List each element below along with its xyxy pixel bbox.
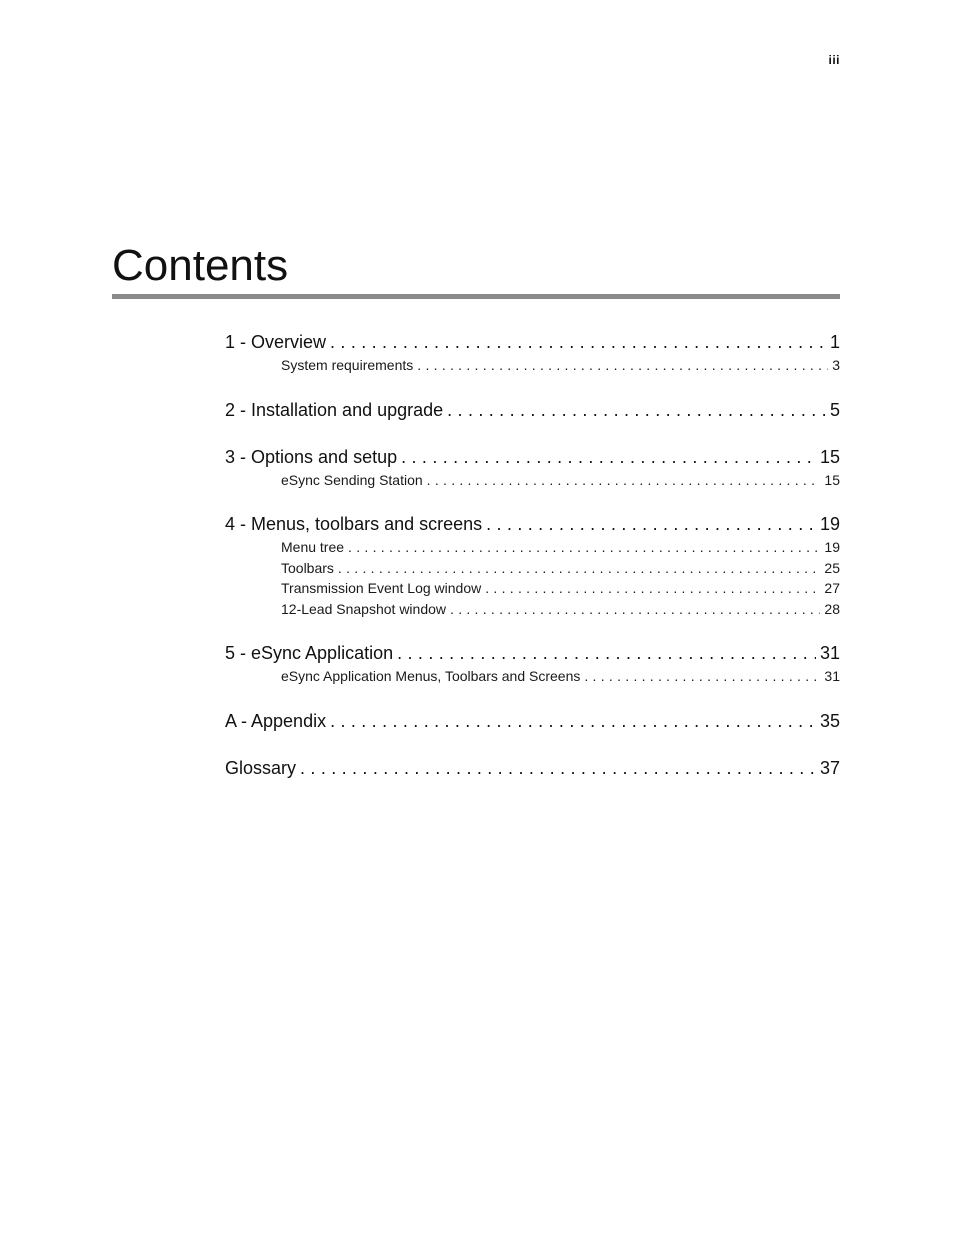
page-title: Contents — [112, 241, 289, 290]
toc-chapter-entry[interactable] — [225, 756, 840, 781]
toc-section-entry[interactable] — [281, 355, 840, 376]
toc-section-entry[interactable] — [281, 537, 840, 558]
toc-section-label: System requirements — [281, 357, 414, 373]
dot-leader — [447, 398, 826, 423]
dot-leader — [330, 330, 826, 355]
toc-section-entry[interactable] — [281, 578, 840, 599]
toc-section-label: Transmission Event Log window — [281, 580, 482, 596]
toc-group — [225, 445, 840, 491]
dot-leader — [485, 578, 820, 599]
toc-chapter-label: Glossary — [225, 757, 297, 778]
toc-chapter-label: 5 - eSync Application — [225, 643, 394, 663]
toc-section-label: Toolbars — [281, 559, 334, 576]
toc-section-label: Menu tree — [281, 539, 345, 555]
dot-leader — [397, 641, 816, 666]
toc-chapter-label: A - Appendix — [225, 710, 327, 731]
toc-page-number: 31 — [819, 643, 840, 663]
toc-section-label: eSync Application Menus, Toolbars and Screens — [281, 668, 581, 684]
toc-page-number: 25 — [824, 559, 840, 576]
dot-leader — [348, 537, 820, 558]
dot-leader — [417, 355, 828, 376]
toc-page-number: 3 — [832, 357, 840, 373]
toc-group — [225, 709, 840, 734]
dot-leader — [450, 599, 820, 620]
toc-chapter-entry[interactable] — [225, 641, 840, 666]
toc-page-number: 31 — [824, 668, 840, 684]
toc-section-label: 12-Lead Snapshot window — [281, 600, 447, 617]
toc-page-number: 19 — [824, 539, 840, 555]
toc-section-label: eSync Sending Station — [281, 471, 423, 488]
toc-group — [225, 330, 840, 376]
toc-section-entry[interactable] — [281, 666, 840, 687]
dot-leader — [300, 756, 816, 781]
toc-page-number: 27 — [824, 580, 840, 596]
toc-page-number: 19 — [819, 514, 840, 534]
toc-chapter-entry[interactable] — [225, 709, 840, 734]
title-rule — [112, 294, 840, 299]
table-of-contents — [225, 330, 840, 803]
toc-chapter-label: 4 - Menus, toolbars and screens — [225, 514, 483, 534]
toc-section-entry[interactable] — [281, 599, 840, 620]
dot-leader — [584, 666, 820, 687]
toc-group — [225, 756, 840, 781]
page-number: iii — [828, 53, 840, 67]
dot-leader — [330, 709, 816, 734]
toc-page-number: 5 — [829, 399, 840, 420]
toc-chapter-label: 1 - Overview — [225, 332, 327, 352]
toc-page-number: 35 — [819, 710, 840, 731]
toc-page-number: 15 — [819, 446, 840, 467]
toc-group — [225, 512, 840, 619]
toc-page-number: 1 — [829, 332, 840, 352]
dot-leader — [486, 512, 816, 537]
toc-chapter-entry[interactable] — [225, 512, 840, 537]
dot-leader — [427, 470, 821, 491]
toc-page-number: 15 — [824, 471, 840, 488]
toc-page-number: 28 — [824, 600, 840, 617]
dot-leader — [401, 445, 816, 470]
toc-chapter-label: 3 - Options and setup — [225, 446, 398, 467]
toc-chapter-entry[interactable] — [225, 398, 840, 423]
toc-chapter-entry[interactable] — [225, 445, 840, 470]
toc-group — [225, 398, 840, 423]
toc-section-entry[interactable] — [281, 558, 840, 579]
toc-chapter-entry[interactable] — [225, 330, 840, 355]
toc-chapter-label: 2 - Installation and upgrade — [225, 399, 444, 420]
dot-leader — [338, 558, 821, 579]
toc-group — [225, 641, 840, 687]
toc-page-number: 37 — [819, 757, 840, 778]
toc-section-entry[interactable] — [281, 470, 840, 491]
